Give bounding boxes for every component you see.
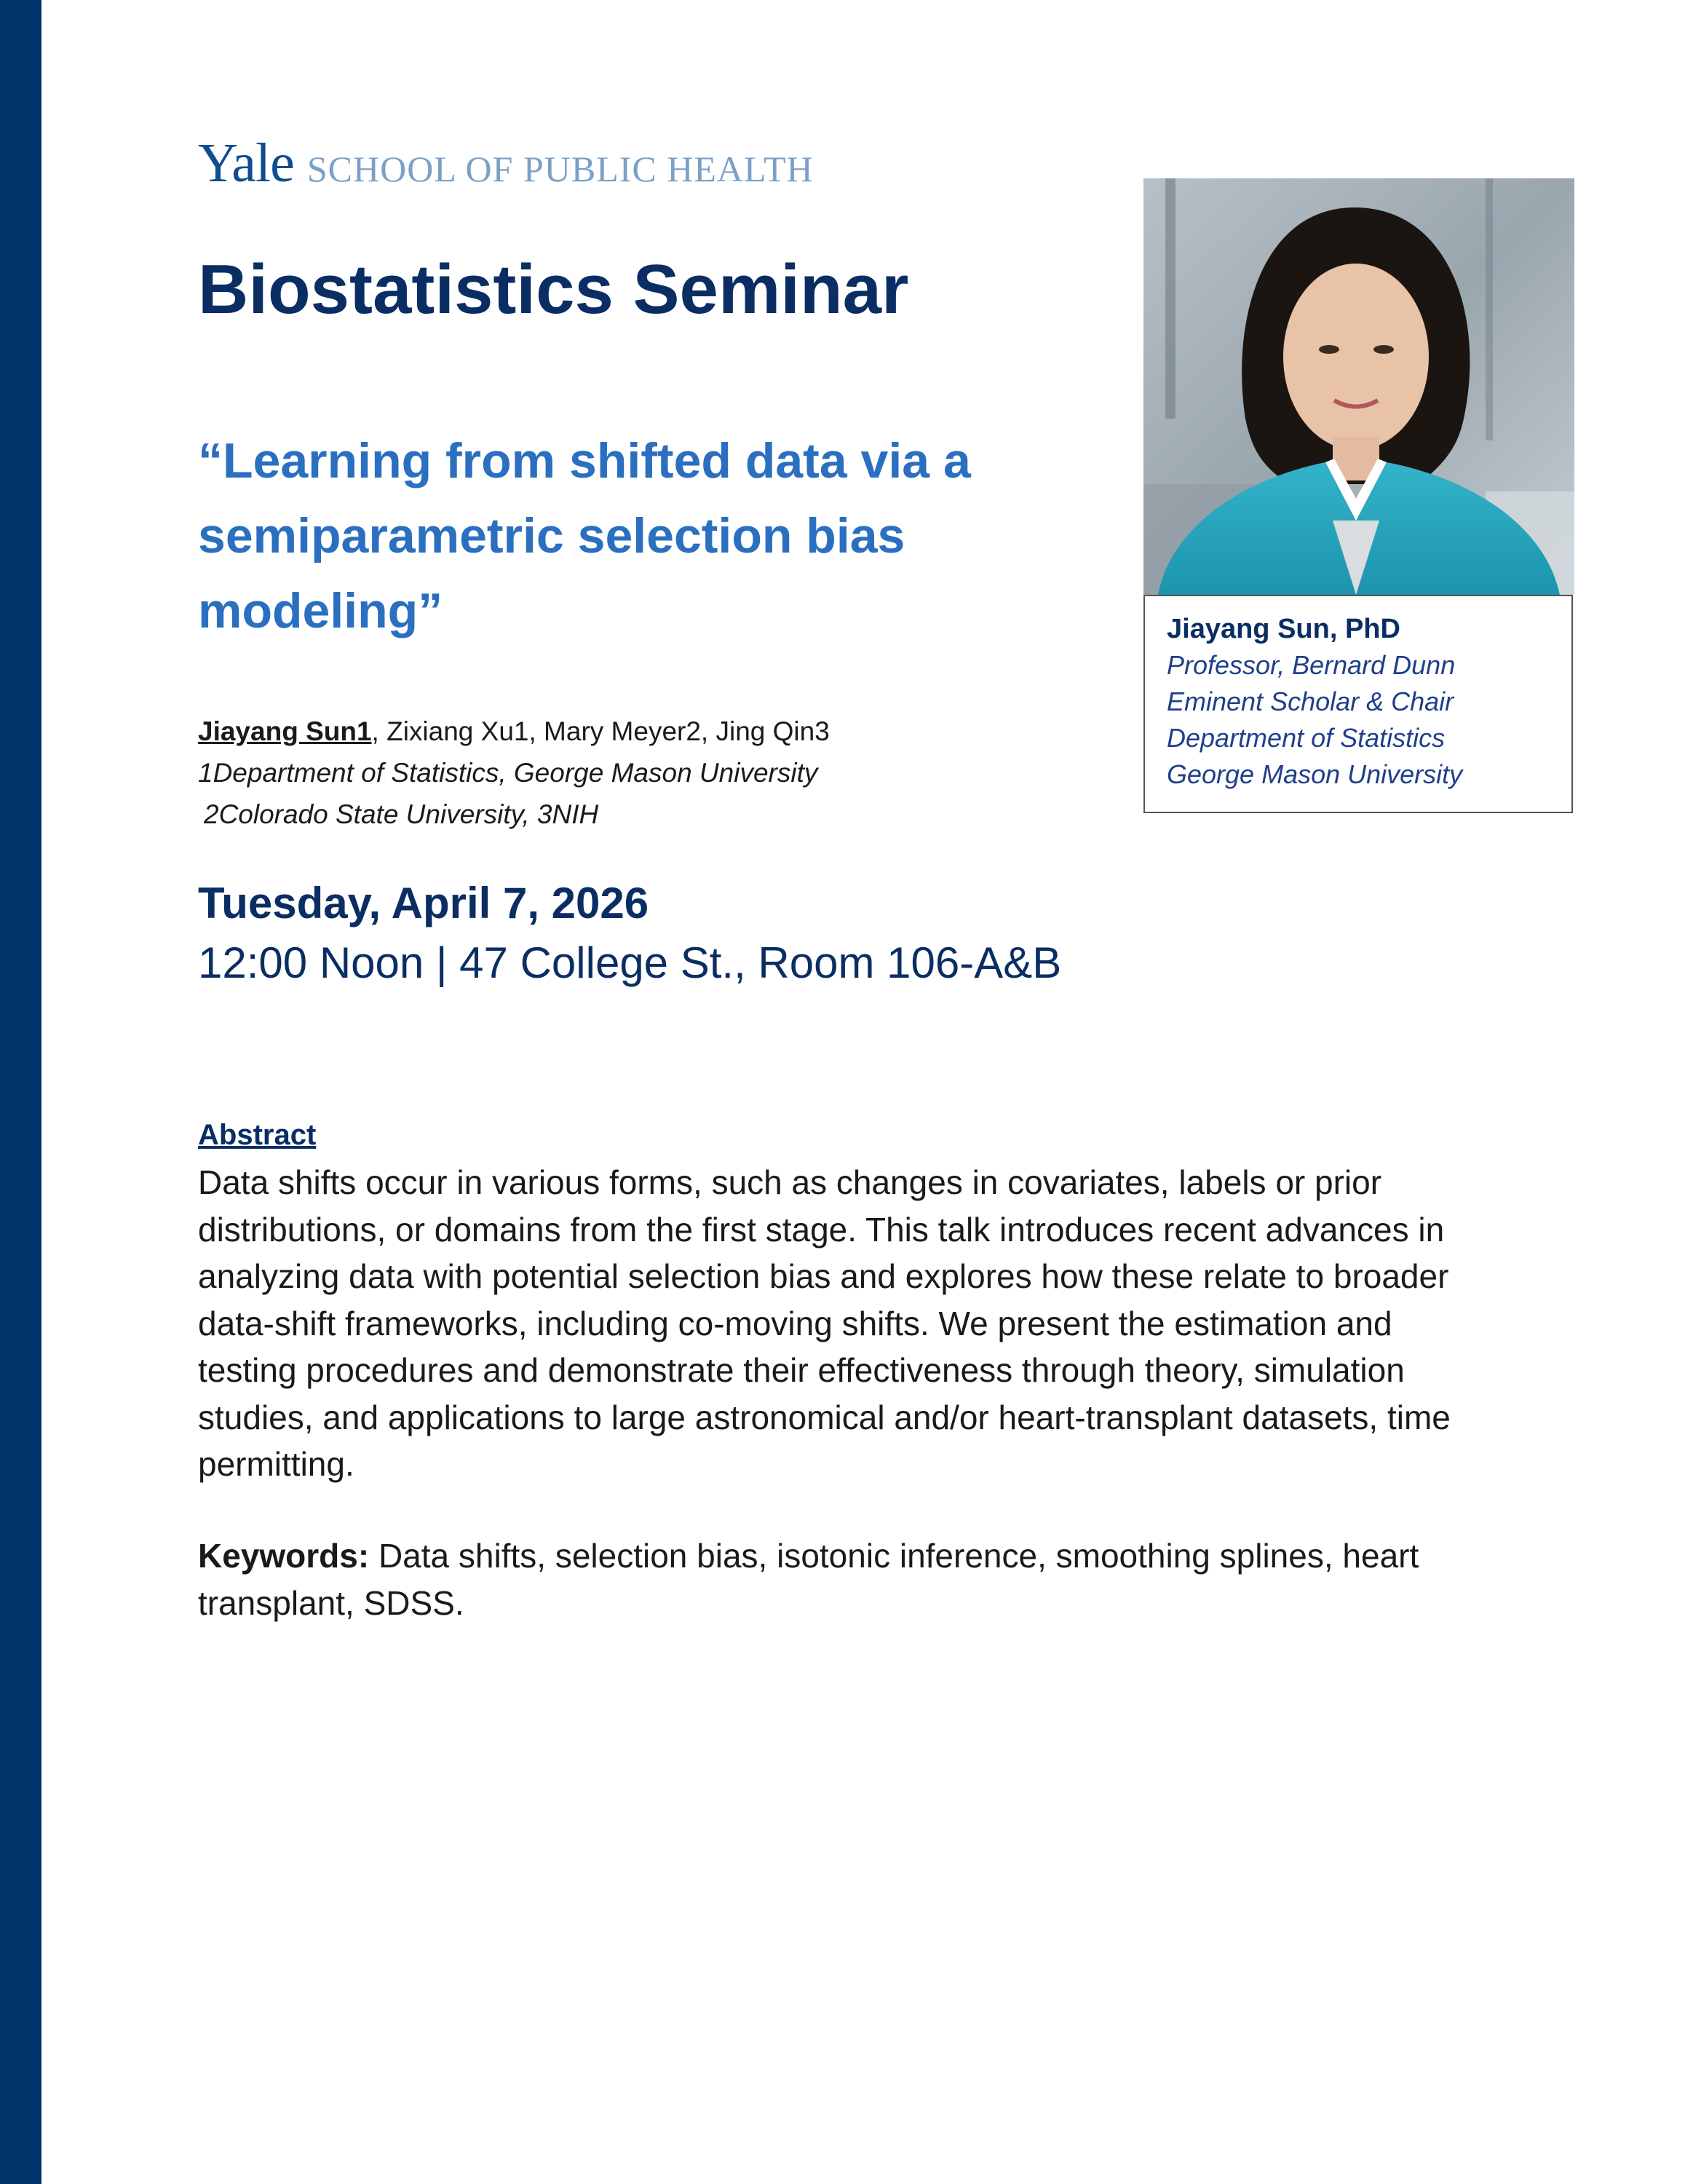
affiliation-line-1: 1Department of Statistics, George Mason University xyxy=(198,758,818,788)
talk-title: “Learning from shifted data via a semiparametric selection bias modeling” xyxy=(198,433,971,638)
logo-school-name: SCHOOL OF PUBLIC HEALTH xyxy=(306,149,814,189)
keywords-paragraph xyxy=(198,1532,1494,1626)
event-time-location: 12:00 Noon | 47 College St., Room 106-A&B xyxy=(198,938,1062,987)
speaker-name: Jiayang Sun, PhD xyxy=(1167,614,1400,644)
speaker-university: George Mason University xyxy=(1167,759,1463,789)
keywords-label: Keywords: xyxy=(198,1537,370,1575)
yale-sph-logo xyxy=(198,132,814,194)
coauthors: , Zixiang Xu1, Mary Meyer2, Jing Qin3 xyxy=(371,716,830,746)
speaker-info-card xyxy=(1143,595,1573,813)
affiliation-line-2: 2Colorado State University, 3NIH xyxy=(204,799,599,829)
speaker-title-line: Professor, Bernard Dunn xyxy=(1167,650,1456,680)
abstract-text: Data shifts occur in various forms, such as changes in covariates, labels or prior distributions, or domains from the first stage. This talk introduces recent advances in analyzing data with potential selection bias and explores how these relate to broader data-shift frameworks, including co-moving shifts. We present the estimation and testing procedures and demonstrate their effectiveness through theory, simulation studies, and applications to large astronomical and/or heart-transplant datasets, time permitting. xyxy=(198,1163,1451,1483)
keywords-text: Data shifts, selection bias, isotonic inference, smoothing splines, heart transplant, SDSS. xyxy=(198,1537,1419,1622)
author-list xyxy=(198,711,830,752)
seminar-title: Biostatistics Seminar xyxy=(198,250,909,328)
speaker-photo xyxy=(1143,178,1574,595)
side-accent-bar xyxy=(0,0,41,2184)
abstract-heading: Abstract xyxy=(198,1119,317,1151)
speaker-title-line: Eminent Scholar & Chair xyxy=(1167,687,1454,716)
author-block xyxy=(198,711,830,835)
speaker-department: Department of Statistics xyxy=(1167,723,1446,753)
presenting-author: Jiayang Sun1 xyxy=(198,716,372,746)
logo-yale-wordmark: Yale xyxy=(198,132,294,194)
event-date: Tuesday, April 7, 2026 xyxy=(198,879,649,927)
